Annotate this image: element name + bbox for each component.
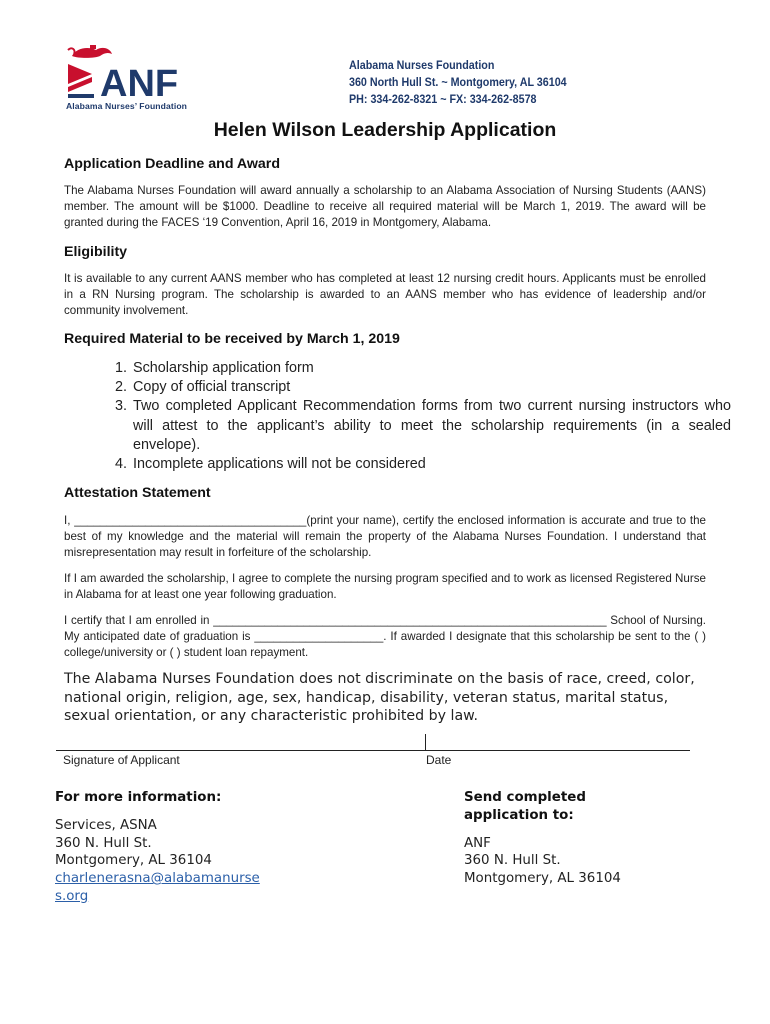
required-list bbox=[107, 359, 731, 474]
list-item: 4. Incomplete applications will not be considered bbox=[131, 455, 731, 474]
more-info-line: 360 N. Hull St. bbox=[55, 835, 152, 851]
signature-line[interactable] bbox=[56, 750, 690, 751]
lamp-logo-icon bbox=[66, 44, 206, 100]
send-to-heading-1: Send completed bbox=[464, 790, 586, 805]
signature-label: Signature of Applicant bbox=[63, 753, 180, 767]
org-address: 360 North Hull St. ~ Montgomery, AL 36104 bbox=[349, 75, 567, 89]
attestation-p1[interactable]: I, ____________________________________(print your name), certify the enclosed information is accurate and true to the best of my knowledge and the material will remain the property of the Alabama Nurses Foundation. I understand that misrepresentation may result in forfeiture of the scholarship. bbox=[64, 514, 706, 559]
required-heading: Required Material to be received by March 1, 2019 bbox=[64, 331, 400, 347]
attestation-heading: Attestation Statement bbox=[64, 485, 211, 501]
org-name: Alabama Nurses Foundation bbox=[349, 58, 495, 72]
eligibility-body: It is available to any current AANS member who has completed at least 12 nursing credit hours. Applicants must be enrolled in a RN Nursing program. The scholarship is awarded to an AANS member who has evidence of leadership and/or community involvement. bbox=[64, 272, 706, 317]
signature-divider bbox=[425, 734, 426, 751]
email-link-part2[interactable]: s.org bbox=[55, 888, 89, 904]
nondiscrimination-statement: The Alabama Nurses Foundation does not discriminate on the basis of race, creed, color, national origin, religion, age, sex, handicap, disability, veteran status, marital status, sexual orientation, or any characteristic prohibited by law. bbox=[64, 671, 695, 724]
email-link-part1[interactable]: charlenerasna@alabamanurse bbox=[55, 871, 260, 887]
date-label: Date bbox=[426, 753, 452, 767]
send-to-line: ANF bbox=[464, 835, 491, 851]
eligibility-heading: Eligibility bbox=[64, 244, 128, 260]
attestation-p2: If I am awarded the scholarship, I agree to complete the nursing program specified and to work as licensed Registered Nurse in Alabama for at least one year following graduation. bbox=[64, 572, 706, 601]
more-info-heading: For more information: bbox=[55, 790, 222, 805]
email-link[interactable] bbox=[55, 871, 260, 904]
list-item: 3. Two completed Applicant Recommendation forms from two current nursing instructors who will attest to the applicant’s ability to meet the scholarship requirements (in a sealed envelope). bbox=[131, 397, 731, 455]
logo-letters: ANF bbox=[100, 63, 179, 100]
list-item: 1. Scholarship application form bbox=[131, 359, 731, 378]
send-to-line: 360 N. Hull St. bbox=[464, 853, 561, 869]
page-title: Helen Wilson Leadership Application bbox=[213, 119, 557, 141]
send-to-heading-2: application to: bbox=[464, 807, 574, 823]
deadline-heading: Application Deadline and Award bbox=[64, 156, 280, 172]
org-header bbox=[349, 57, 567, 108]
list-item: 2. Copy of official transcript bbox=[131, 378, 731, 397]
anf-logo bbox=[66, 44, 206, 114]
org-phone: PH: 334-262-8321 ~ FX: 334-262-8578 bbox=[349, 92, 537, 106]
send-to-line: Montgomery, AL 36104 bbox=[464, 871, 621, 887]
more-info-line: Services, ASNA bbox=[55, 817, 157, 833]
logo-caption: Alabama Nurses’ Foundation bbox=[66, 101, 188, 111]
more-info-line: Montgomery, AL 36104 bbox=[55, 853, 212, 869]
deadline-body: The Alabama Nurses Foundation will award annually a scholarship to an Alabama Association of Nursing Students (AANS) member. The amount will be $1000. Deadline to receive all required material will be March 1, 2019. The award will be granted during the FACES ‘19 Convention, April 16, 2019 in Montgomery, Alabama. bbox=[64, 184, 706, 229]
send-to-block bbox=[464, 789, 704, 888]
attestation-p3[interactable]: I certify that I am enrolled in _____________________________________________________________ School of Nursing. My anticipated date of graduation is ____________________. If awarded I designate that this scholarship be sent to the ( ) college/university or ( ) student loan repayment. bbox=[64, 614, 706, 659]
more-info-block bbox=[55, 789, 305, 906]
